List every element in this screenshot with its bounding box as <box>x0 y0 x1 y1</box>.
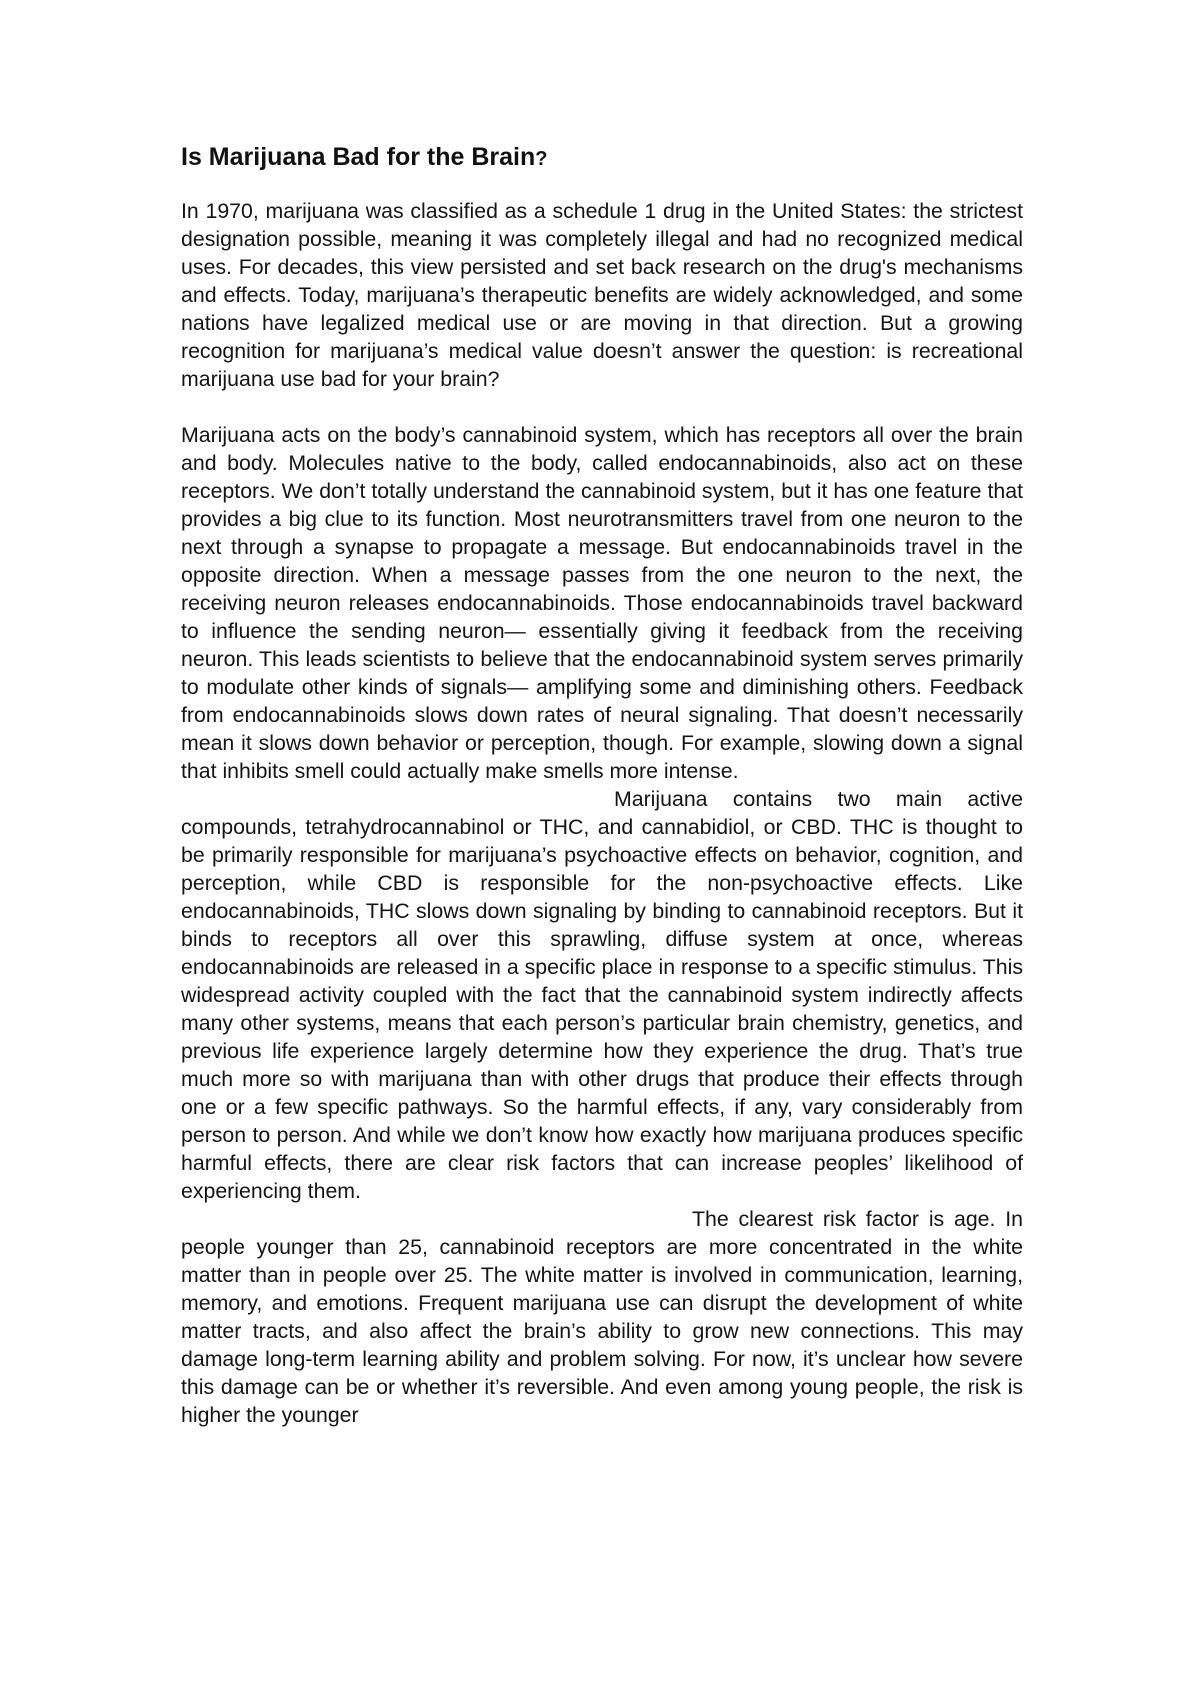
paragraph-intro: In 1970, marijuana was classified as a schedule 1 drug in the United States: the strictest designation possible, meaning it was completely illegal and had no recognized medical uses. For decades, this view persisted and set back research on the drug's mechanisms and effects. Today, marijuana’s therapeutic benefits are widely acknowledged, and some nations have legalized medical use or are moving in that direction. But a growing recognition for marijuana’s medical value doesn’t answer the question: is recreational marijuana use bad for your brain? <box>181 199 1023 391</box>
paragraph-cannabinoid-system: Marijuana acts on the body’s cannabinoid system, which has receptors all over the brain and body. Molecules native to the body, called endocannabinoids, also act on these receptors. We don’t totally understand the cannabinoid system, but it has one feature that provides a big clue to its function. Most neurotransmitters travel from one neuron to the next through a synapse to propagate a message. But endocannabinoids travel in the opposite direction. When a message passes from the one neuron to the next, the receiving neuron releases endocannabinoids. Those endocannabinoids travel backward to influence the sending neuron— essentially giving it feedback from the receiving neuron. This leads scientists to believe that the endocannabinoid system serves primarily to modulate other kinds of signals— amplifying some and diminishing others. Feedback from endocannabinoids slows down rates of neural signaling. That doesn’t necessarily mean it slows down behavior or perception, though. For example, slowing down a signal that inhibits smell could actually make smells more intense. <box>181 423 1023 783</box>
paragraph-risk-factor-age: The clearest risk factor is age. In people younger than 25, cannabinoid receptors are more concentrated in the white matter than in people over 25. The white matter is involved in communication, learning, memory, and emotions. Frequent marijuana use can disrupt the development of white matter tracts, and also affect the brain’s ability to grow new connections. This may damage long-term learning ability and problem solving. For now, it’s unclear how severe this damage can be or whether it’s reversible. And even among young people, the risk is higher the younger <box>181 1207 1023 1427</box>
document-body <box>181 143 1023 1429</box>
document-title <box>181 143 1023 173</box>
paragraph-spacer <box>181 393 1023 421</box>
document-title-question-mark: ? <box>535 148 548 170</box>
document-title-text: Is Marijuana Bad for the Brain <box>181 143 536 171</box>
paragraph-active-compounds: Marijuana contains two main active compounds, tetrahydrocannabinol or THC, and cannabidiol, or CBD. THC is thought to be primarily responsible for marijuana’s psychoactive effects on behavior, cognition, and perception, while CBD is responsible for the non-psychoactive effects. Like endocannabinoids, THC slows down signaling by binding to cannabinoid receptors. But it binds to receptors all over this sprawling, diffuse system at once, whereas endocannabinoids are released in a specific place in response to a specific stimulus. This widespread activity coupled with the fact that the cannabinoid system indirectly affects many other systems, means that each person’s particular brain chemistry, genetics, and previous life experience largely determine how they experience the drug. That’s true much more so with marijuana than with other drugs that produce their effects through one or a few specific pathways. So the harmful effects, if any, vary considerably from person to person. And while we don’t know how exactly how marijuana produces specific harmful effects, there are clear risk factors that can increase peoples’ likelihood of experiencing them. <box>181 787 1023 1203</box>
